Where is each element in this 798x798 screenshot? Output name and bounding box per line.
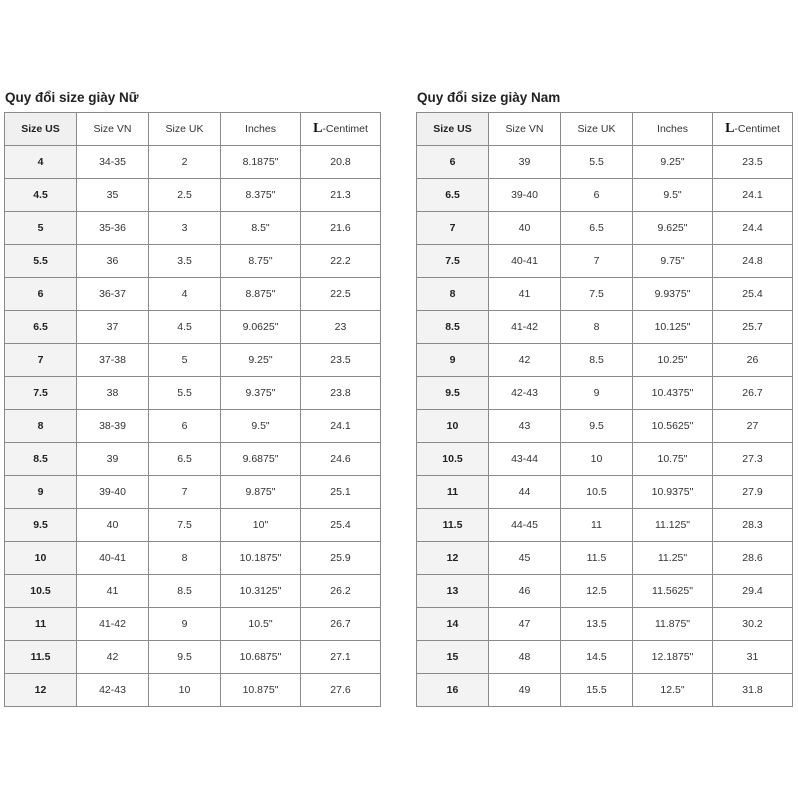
cell-centimet: 22.2	[301, 245, 381, 278]
cell-size-vn: 44	[489, 476, 561, 509]
cell-centimet: 28.6	[713, 542, 793, 575]
cell-inches: 10.125"	[633, 311, 713, 344]
cell-centimet: 26	[713, 344, 793, 377]
cell-size-uk: 9.5	[561, 410, 633, 443]
table-row	[5, 476, 381, 509]
cell-centimet: 20.8	[301, 146, 381, 179]
header-size-vn: Size VN	[77, 113, 149, 146]
cell-size-vn: 34-35	[77, 146, 149, 179]
cell-inches: 10.5"	[221, 608, 301, 641]
cell-size-uk: 3.5	[149, 245, 221, 278]
cell-size-us: 4.5	[5, 179, 77, 212]
cell-size-uk: 12.5	[561, 575, 633, 608]
cell-inches: 9.25"	[221, 344, 301, 377]
cell-inches: 10.25"	[633, 344, 713, 377]
table-row	[5, 575, 381, 608]
men-size-table	[416, 112, 793, 707]
cell-centimet: 23.5	[301, 344, 381, 377]
cell-inches: 12.5"	[633, 674, 713, 707]
cell-size-uk: 7	[149, 476, 221, 509]
cell-centimet: 27.6	[301, 674, 381, 707]
cell-size-us: 7.5	[417, 245, 489, 278]
cell-size-us: 10	[417, 410, 489, 443]
cell-centimet: 21.3	[301, 179, 381, 212]
cell-inches: 9.9375"	[633, 278, 713, 311]
cell-inches: 10"	[221, 509, 301, 542]
cell-size-vn: 41	[489, 278, 561, 311]
cell-size-vn: 39	[489, 146, 561, 179]
cell-centimet: 29.4	[713, 575, 793, 608]
cell-centimet: 28.3	[713, 509, 793, 542]
table-row	[5, 377, 381, 410]
cell-size-vn: 46	[489, 575, 561, 608]
header-inches: Inches	[221, 113, 301, 146]
cell-inches: 8.875"	[221, 278, 301, 311]
cell-size-uk: 6.5	[149, 443, 221, 476]
cell-centimet: 26.2	[301, 575, 381, 608]
cell-centimet: 24.8	[713, 245, 793, 278]
cell-size-vn: 35-36	[77, 212, 149, 245]
cell-centimet: 22.5	[301, 278, 381, 311]
cell-size-us: 8	[5, 410, 77, 443]
cell-size-vn: 41-42	[489, 311, 561, 344]
cell-size-uk: 8	[561, 311, 633, 344]
table-row	[417, 476, 793, 509]
cell-size-us: 4	[5, 146, 77, 179]
cell-size-us: 8.5	[417, 311, 489, 344]
cell-inches: 10.4375"	[633, 377, 713, 410]
cell-centimet: 24.6	[301, 443, 381, 476]
cell-centimet: 25.9	[301, 542, 381, 575]
cell-inches: 9.6875"	[221, 443, 301, 476]
cell-centimet: 25.4	[301, 509, 381, 542]
cell-centimet: 25.7	[713, 311, 793, 344]
cell-size-vn: 43	[489, 410, 561, 443]
cell-size-uk: 11	[561, 509, 633, 542]
cell-size-us: 5.5	[5, 245, 77, 278]
cell-size-uk: 3	[149, 212, 221, 245]
table-row	[417, 377, 793, 410]
cell-centimet: 23.5	[713, 146, 793, 179]
header-size-us: Size US	[417, 113, 489, 146]
cell-centimet: 27.9	[713, 476, 793, 509]
cell-inches: 10.875"	[221, 674, 301, 707]
cell-size-vn: 39-40	[489, 179, 561, 212]
cell-centimet: 30.2	[713, 608, 793, 641]
cell-size-us: 11.5	[5, 641, 77, 674]
cell-centimet: 27.1	[301, 641, 381, 674]
cell-size-us: 14	[417, 608, 489, 641]
cell-size-uk: 8.5	[149, 575, 221, 608]
cell-size-vn: 43-44	[489, 443, 561, 476]
cell-centimet: 23.8	[301, 377, 381, 410]
cell-inches: 9.875"	[221, 476, 301, 509]
cell-size-vn: 36	[77, 245, 149, 278]
cell-size-us: 6.5	[417, 179, 489, 212]
cell-size-us: 6	[5, 278, 77, 311]
cell-size-vn: 47	[489, 608, 561, 641]
cell-size-uk: 6	[561, 179, 633, 212]
cell-size-us: 9.5	[417, 377, 489, 410]
cell-inches: 10.6875"	[221, 641, 301, 674]
table-row	[5, 311, 381, 344]
table-row	[417, 179, 793, 212]
table-row	[417, 146, 793, 179]
cell-size-us: 12	[417, 542, 489, 575]
table-row	[417, 542, 793, 575]
cell-inches: 8.75"	[221, 245, 301, 278]
cell-size-vn: 42-43	[489, 377, 561, 410]
cell-size-vn: 41-42	[77, 608, 149, 641]
cell-size-uk: 13.5	[561, 608, 633, 641]
cell-inches: 10.9375"	[633, 476, 713, 509]
table-row	[417, 443, 793, 476]
cell-centimet: 26.7	[713, 377, 793, 410]
table-row	[5, 344, 381, 377]
cell-size-us: 11.5	[417, 509, 489, 542]
cell-size-vn: 40	[77, 509, 149, 542]
cell-size-uk: 7.5	[149, 509, 221, 542]
table-row	[5, 542, 381, 575]
cell-size-us: 10	[5, 542, 77, 575]
women-size-table	[4, 112, 381, 707]
cell-centimet: 27	[713, 410, 793, 443]
cell-inches: 10.5625"	[633, 410, 713, 443]
table-row	[417, 674, 793, 707]
cell-size-uk: 8	[149, 542, 221, 575]
table-header-row	[417, 113, 793, 146]
table-row	[417, 311, 793, 344]
cell-size-uk: 6.5	[561, 212, 633, 245]
table-row	[5, 608, 381, 641]
cell-size-uk: 5.5	[561, 146, 633, 179]
table-row	[5, 509, 381, 542]
cell-size-uk: 7	[561, 245, 633, 278]
cell-size-us: 7	[5, 344, 77, 377]
header-size-vn: Size VN	[489, 113, 561, 146]
cell-inches: 10.3125"	[221, 575, 301, 608]
cell-size-uk: 10	[561, 443, 633, 476]
cell-size-vn: 38	[77, 377, 149, 410]
cell-centimet: 23	[301, 311, 381, 344]
cell-inches: 9.25"	[633, 146, 713, 179]
cell-size-us: 11	[5, 608, 77, 641]
cell-size-vn: 37-38	[77, 344, 149, 377]
cell-centimet: 26.7	[301, 608, 381, 641]
cell-size-us: 11	[417, 476, 489, 509]
cell-centimet: 24.1	[301, 410, 381, 443]
cell-size-vn: 41	[77, 575, 149, 608]
cell-inches: 9.5"	[633, 179, 713, 212]
header-centimet: L-Centimet	[301, 113, 381, 146]
header-centimet: L-Centimet	[713, 113, 793, 146]
cell-size-vn: 42	[77, 641, 149, 674]
cell-centimet: 25.1	[301, 476, 381, 509]
cell-size-us: 7	[417, 212, 489, 245]
length-icon: L	[313, 121, 323, 136]
cell-size-vn: 37	[77, 311, 149, 344]
cell-inches: 11.25"	[633, 542, 713, 575]
cell-size-us: 12	[5, 674, 77, 707]
cell-size-vn: 35	[77, 179, 149, 212]
women-size-chart	[4, 88, 381, 707]
cell-size-us: 5	[5, 212, 77, 245]
cell-size-vn: 39	[77, 443, 149, 476]
cell-size-uk: 4.5	[149, 311, 221, 344]
cell-size-uk: 8.5	[561, 344, 633, 377]
cell-inches: 9.375"	[221, 377, 301, 410]
cell-inches: 9.0625"	[221, 311, 301, 344]
cell-size-uk: 2	[149, 146, 221, 179]
header-inches: Inches	[633, 113, 713, 146]
cell-size-vn: 45	[489, 542, 561, 575]
cell-inches: 8.5"	[221, 212, 301, 245]
table-row	[5, 212, 381, 245]
cell-size-us: 8.5	[5, 443, 77, 476]
cell-size-us: 16	[417, 674, 489, 707]
men-size-chart	[416, 88, 793, 707]
table-row	[417, 575, 793, 608]
cell-inches: 9.5"	[221, 410, 301, 443]
length-icon: L	[725, 121, 735, 136]
cell-size-us: 15	[417, 641, 489, 674]
table-row	[5, 674, 381, 707]
cell-inches: 10.75"	[633, 443, 713, 476]
cell-size-us: 9.5	[5, 509, 77, 542]
cell-size-us: 10.5	[417, 443, 489, 476]
table-row	[5, 410, 381, 443]
cell-centimet: 31.8	[713, 674, 793, 707]
header-size-uk: Size UK	[561, 113, 633, 146]
header-size-uk: Size UK	[149, 113, 221, 146]
cell-size-us: 10.5	[5, 575, 77, 608]
cell-size-us: 9	[417, 344, 489, 377]
cell-size-uk: 10.5	[561, 476, 633, 509]
cell-inches: 8.1875"	[221, 146, 301, 179]
cell-size-vn: 39-40	[77, 476, 149, 509]
cell-size-uk: 4	[149, 278, 221, 311]
cell-size-vn: 38-39	[77, 410, 149, 443]
cell-size-uk: 5.5	[149, 377, 221, 410]
cell-centimet: 24.1	[713, 179, 793, 212]
cell-size-us: 13	[417, 575, 489, 608]
cell-size-uk: 9	[561, 377, 633, 410]
cell-size-vn: 40	[489, 212, 561, 245]
cell-size-us: 9	[5, 476, 77, 509]
cell-inches: 11.5625"	[633, 575, 713, 608]
cell-inches: 8.375"	[221, 179, 301, 212]
table-row	[417, 608, 793, 641]
cell-size-vn: 40-41	[489, 245, 561, 278]
men-chart-title: Quy đổi size giày Nam	[417, 90, 561, 105]
cell-size-uk: 6	[149, 410, 221, 443]
cell-size-us: 6.5	[5, 311, 77, 344]
cell-size-uk: 9	[149, 608, 221, 641]
table-row	[417, 410, 793, 443]
table-header-row	[5, 113, 381, 146]
cell-size-uk: 14.5	[561, 641, 633, 674]
table-row	[417, 641, 793, 674]
cell-centimet: 31	[713, 641, 793, 674]
cell-centimet: 27.3	[713, 443, 793, 476]
cell-inches: 9.75"	[633, 245, 713, 278]
table-row	[417, 344, 793, 377]
cell-size-us: 7.5	[5, 377, 77, 410]
table-row	[417, 245, 793, 278]
women-chart-title: Quy đổi size giày Nữ	[5, 90, 139, 105]
cell-inches: 11.125"	[633, 509, 713, 542]
cell-size-uk: 2.5	[149, 179, 221, 212]
cell-size-uk: 7.5	[561, 278, 633, 311]
cell-inches: 11.875"	[633, 608, 713, 641]
cell-inches: 12.1875"	[633, 641, 713, 674]
cell-size-uk: 15.5	[561, 674, 633, 707]
cell-size-us: 6	[417, 146, 489, 179]
table-row	[5, 641, 381, 674]
cell-size-vn: 44-45	[489, 509, 561, 542]
cell-inches: 10.1875"	[221, 542, 301, 575]
table-row	[417, 278, 793, 311]
cell-size-us: 8	[417, 278, 489, 311]
table-row	[5, 179, 381, 212]
table-row	[417, 212, 793, 245]
cell-size-vn: 42-43	[77, 674, 149, 707]
cell-size-vn: 42	[489, 344, 561, 377]
cell-centimet: 25.4	[713, 278, 793, 311]
table-row	[5, 146, 381, 179]
cell-centimet: 24.4	[713, 212, 793, 245]
cell-size-uk: 11.5	[561, 542, 633, 575]
cell-size-vn: 48	[489, 641, 561, 674]
header-size-us: Size US	[5, 113, 77, 146]
cell-inches: 9.625"	[633, 212, 713, 245]
cell-size-vn: 40-41	[77, 542, 149, 575]
cell-size-uk: 5	[149, 344, 221, 377]
cell-size-uk: 10	[149, 674, 221, 707]
table-row	[417, 509, 793, 542]
cell-size-vn: 36-37	[77, 278, 149, 311]
table-row	[5, 443, 381, 476]
cell-size-vn: 49	[489, 674, 561, 707]
table-row	[5, 245, 381, 278]
cell-size-uk: 9.5	[149, 641, 221, 674]
table-row	[5, 278, 381, 311]
cell-centimet: 21.6	[301, 212, 381, 245]
